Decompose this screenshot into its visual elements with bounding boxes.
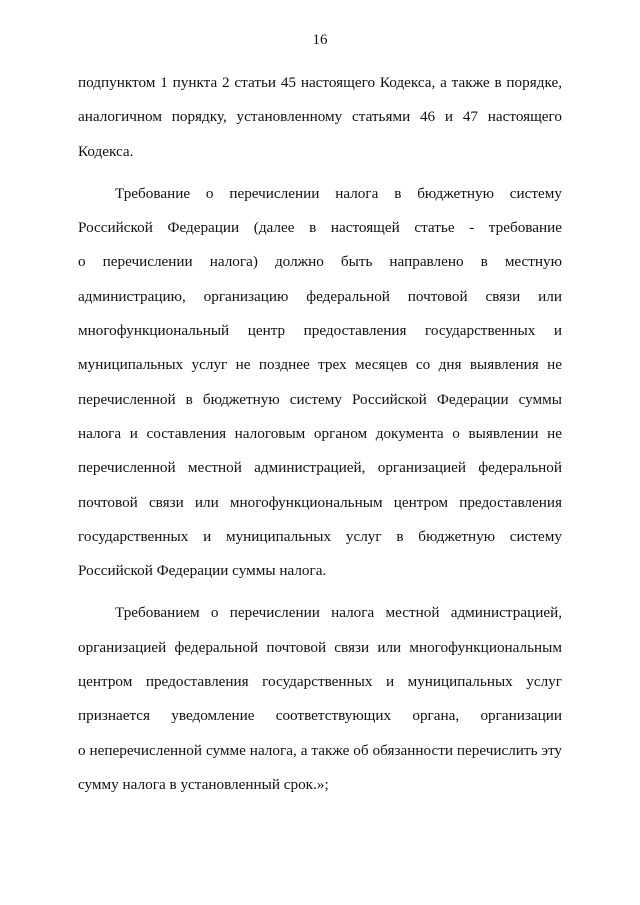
text-line: администрацию, организацию федеральной почтовой связи или <box>78 287 562 305</box>
paragraph-gap <box>78 169 562 177</box>
text-line: признается уведомление соответствующих органа, организации <box>78 707 562 725</box>
document-body <box>78 66 562 802</box>
text-line: перечисленной местной администрацией, организацией федеральной <box>78 459 562 477</box>
text-line: почтовой связи или многофункциональным центром предоставления <box>78 493 562 511</box>
text-line: Кодекса. <box>78 142 134 160</box>
paragraph <box>78 66 562 169</box>
text-line: сумму налога в установленный срок.»; <box>78 775 329 793</box>
page-number: 16 <box>312 32 328 48</box>
paragraph <box>78 596 562 802</box>
text-line: организацией федеральной почтовой связи или многофункциональным <box>78 638 562 656</box>
text-line: перечисленной в бюджетную систему Российской Федерации суммы <box>78 390 562 408</box>
text-line: центром предоставления государственных и муниципальных услуг <box>78 673 562 691</box>
text-line: аналогичном порядку, установленному статьями 46 и 47 настоящего <box>78 108 562 126</box>
text-line: о неперечисленной сумме налога, а также об обязанности перечислить эту <box>78 741 562 759</box>
text-line: муниципальных услуг не позднее трех месяцев со дня выявления не <box>78 356 562 374</box>
text-line: налога и составления налоговым органом документа о выявлении не <box>78 424 562 442</box>
paragraph-gap <box>78 588 562 596</box>
text-line: Российской Федерации суммы налога. <box>78 562 327 580</box>
text-line: многофункциональный центр предоставления государственных и <box>78 322 562 340</box>
text-line: Российской Федерации (далее в настоящей статье - требование <box>78 219 562 237</box>
text-line: Требованием о перечислении налога местной администрацией, <box>115 604 562 622</box>
text-line: государственных и муниципальных услуг в бюджетную систему <box>78 527 562 545</box>
text-line: о перечислении налога) должно быть направлено в местную <box>78 253 562 271</box>
paragraph <box>78 177 562 589</box>
text-line: подпунктом 1 пункта 2 статьи 45 настоящего Кодекса, а также в порядке, <box>78 74 562 91</box>
text-line: Требование о перечислении налога в бюджетную систему <box>115 184 562 202</box>
